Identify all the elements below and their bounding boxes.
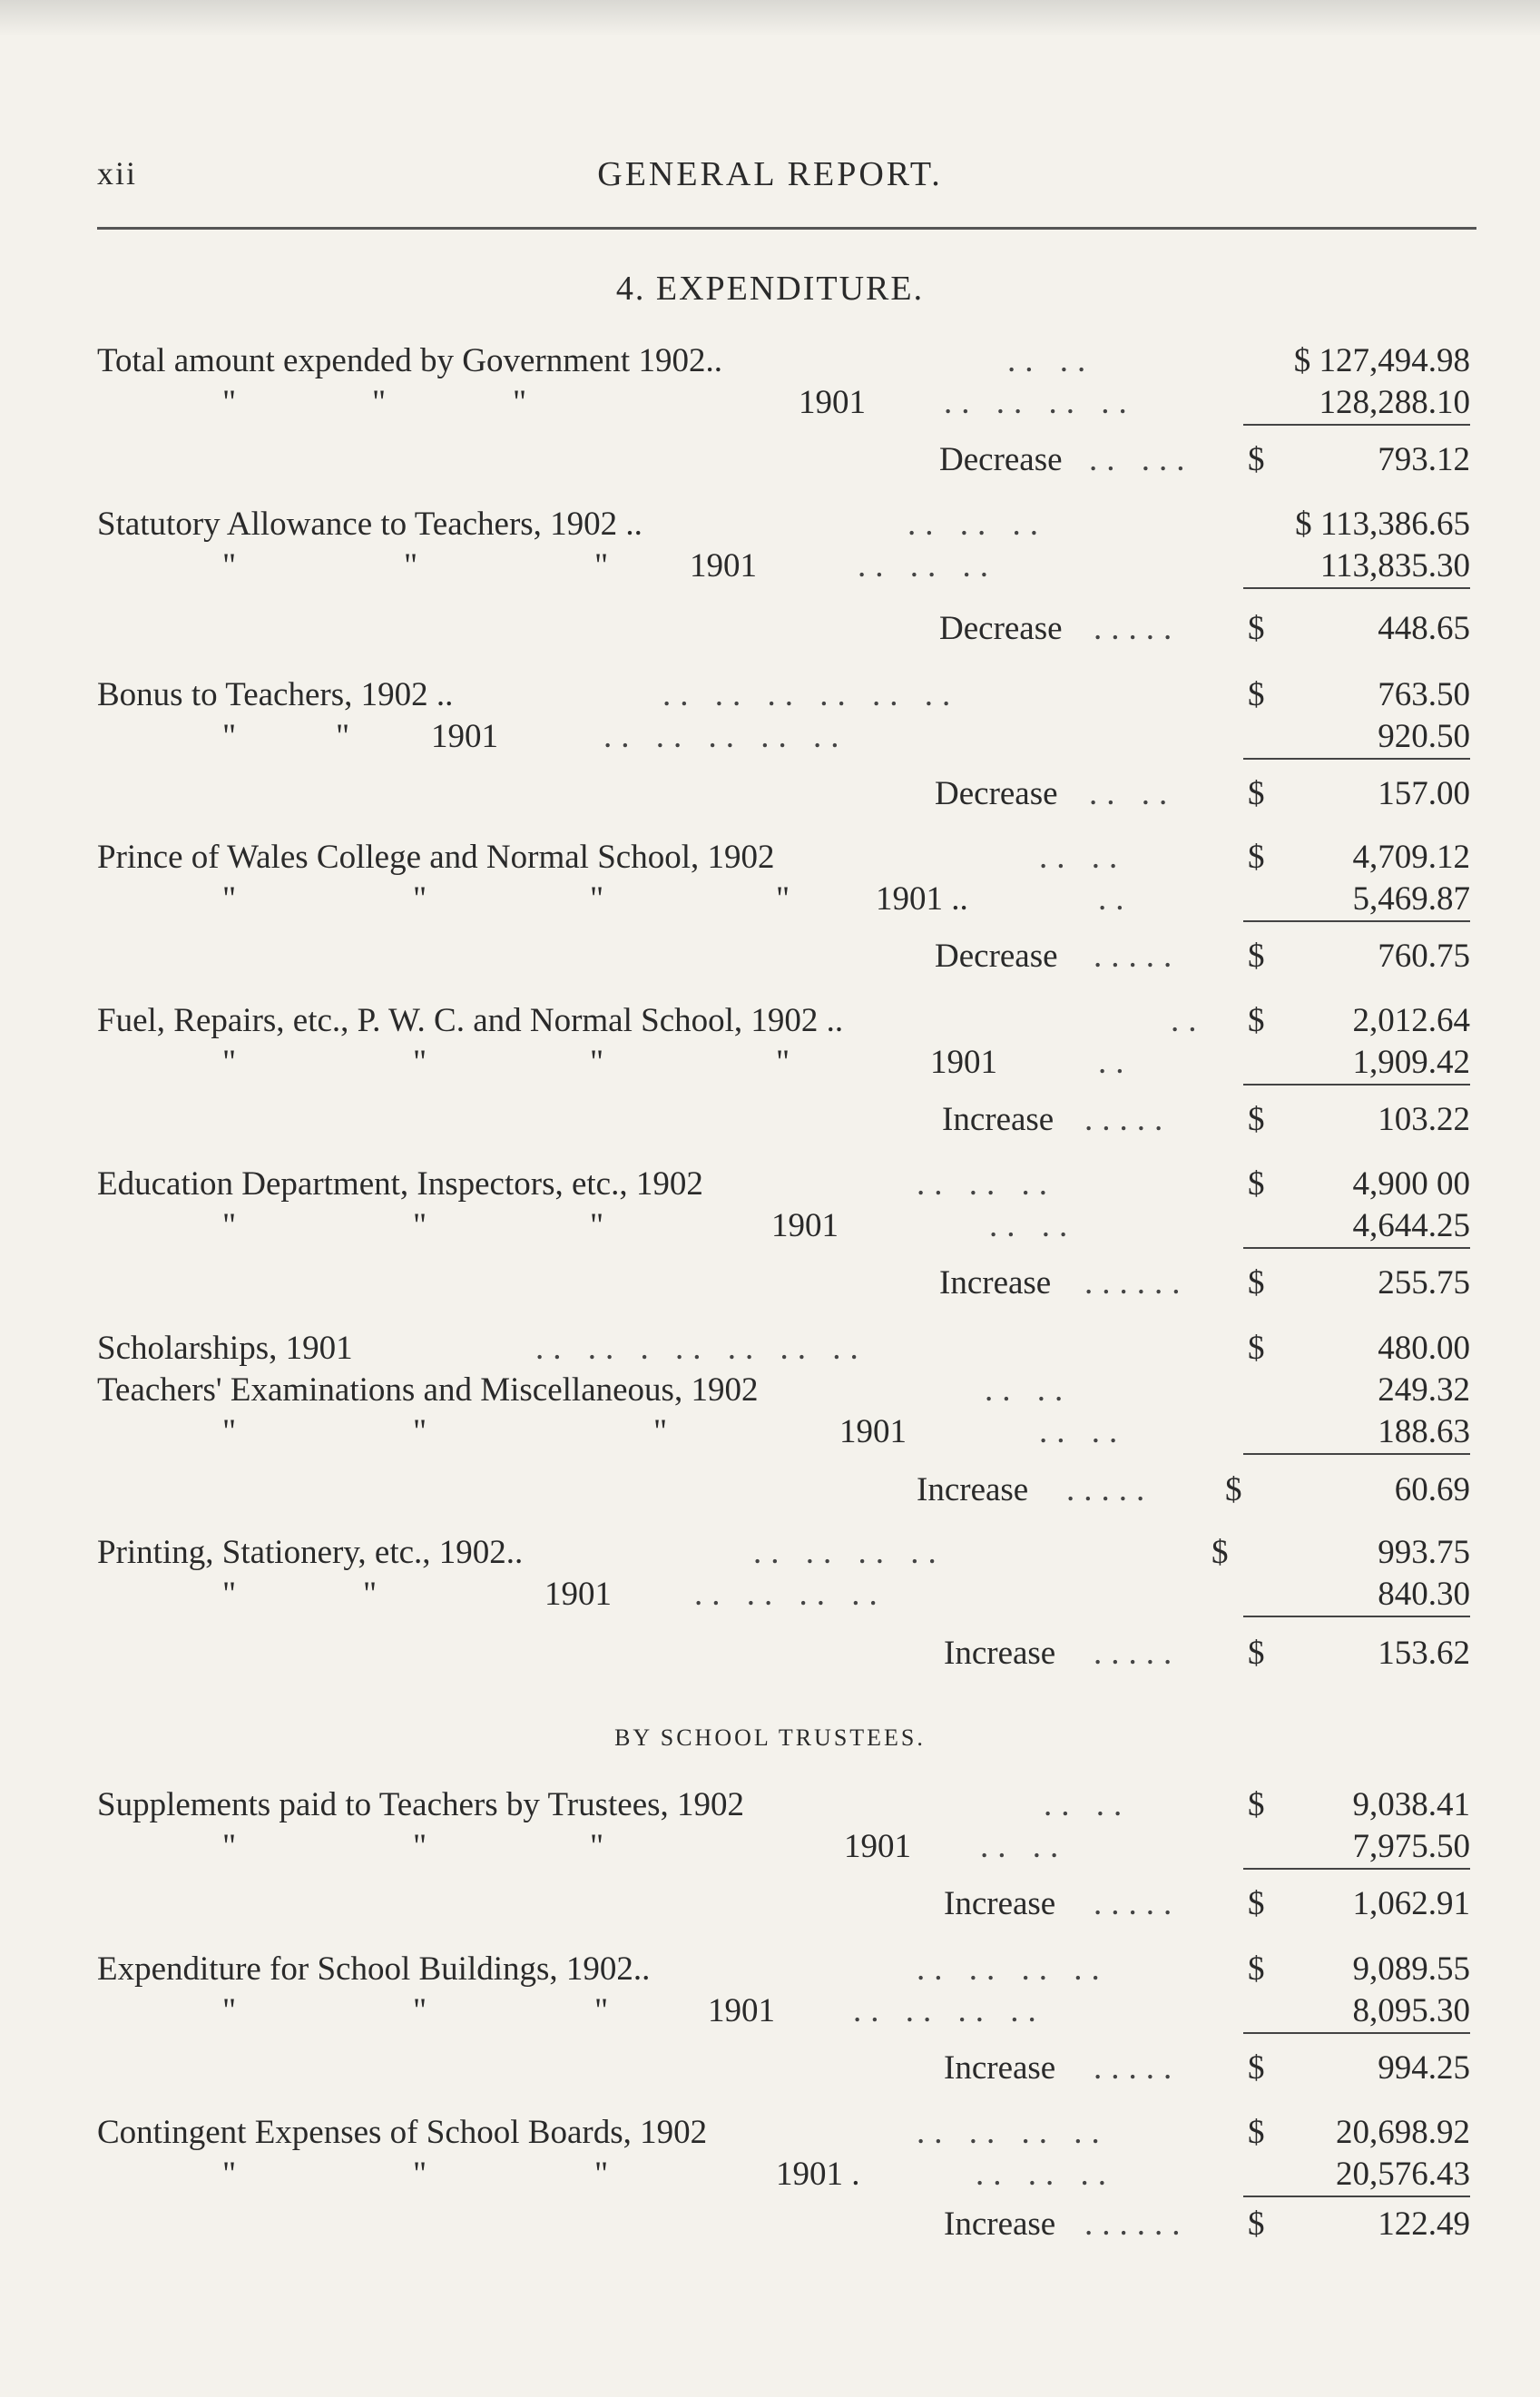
difference-label: Increase <box>944 2049 1056 2087</box>
amount-1902: 993.75 <box>1378 1534 1470 1571</box>
leader-dots: ..... <box>1094 1635 1182 1672</box>
leader-dots: .. .. .. .. .. .. <box>662 676 960 713</box>
currency-sign: $ <box>1248 1165 1265 1203</box>
year-1901: 1901 <box>930 1044 997 1081</box>
contingent-expenses-1901-row <box>0 2154 1540 2196</box>
ditto-mark: " <box>222 2156 237 2193</box>
ditto-mark: " <box>590 1207 604 1244</box>
difference-label: Increase <box>939 1264 1052 1302</box>
ditto-mark: " <box>222 1044 237 1081</box>
ditto-mark: " <box>594 2156 609 2193</box>
currency-sign: $ <box>1248 938 1265 975</box>
leader-dots: .. ... <box>1089 441 1194 478</box>
amount-1901: 113,835.30 <box>1243 545 1470 589</box>
difference-amount: 760.75 <box>1378 938 1470 975</box>
difference-amount: 1,062.91 <box>1352 1885 1470 1922</box>
row-label: Teachers' Examinations and Miscellaneous, 1902 <box>97 1371 759 1409</box>
currency-sign: $ <box>1225 1471 1242 1508</box>
page-header <box>0 154 1540 209</box>
amount-1901: 1,909.42 <box>1243 1042 1470 1086</box>
currency-sign: $ <box>1248 441 1265 478</box>
statutory-allowance-1902-row <box>0 504 1540 545</box>
row-label: Education Department, Inspectors, etc., 1902 <box>97 1165 703 1203</box>
difference-label: Increase <box>917 1471 1029 1508</box>
ditto-mark: " <box>590 1044 604 1081</box>
year-1901: 1901 <box>844 1828 911 1865</box>
ditto-mark: " <box>413 1207 427 1244</box>
amount-1901: 7,975.50 <box>1243 1826 1470 1870</box>
row-label: Prince of Wales College and Normal School, 1902 <box>97 839 775 876</box>
difference-label: Decrease <box>935 775 1058 812</box>
year-1901: 1901 <box>690 547 757 585</box>
amount-1901: 5,469.87 <box>1243 879 1470 922</box>
school-buildings-1902-row <box>0 1949 1540 1990</box>
currency-sign: $ <box>1248 1950 1265 1988</box>
difference-label: Decrease <box>939 441 1063 478</box>
year-1901: 1901 <box>839 1413 907 1450</box>
amount-1901: 128,288.10 <box>1243 382 1470 426</box>
leader-dots: .. .. .. .. <box>853 1992 1045 2029</box>
ditto-mark: " <box>776 880 790 918</box>
amount-1901: 188.63 <box>1243 1411 1470 1455</box>
amount-1901: 4,644.25 <box>1243 1205 1470 1249</box>
amount-1902: 4,900 00 <box>1352 1165 1470 1203</box>
statutory-allowance-decrease-row <box>0 608 1540 650</box>
ditto-mark: " <box>413 880 427 918</box>
supplements-increase-row <box>0 1883 1540 1925</box>
currency-sign: $ <box>1248 1002 1265 1039</box>
fuel-repairs-increase-row <box>0 1099 1540 1141</box>
leader-dots: .. <box>1098 880 1133 918</box>
leader-dots: ..... <box>1084 1101 1172 1138</box>
contingent-expenses-increase-row <box>0 2204 1540 2245</box>
teachers-exams-1901-row <box>0 1411 1540 1453</box>
difference-amount: 60.69 <box>1394 1471 1470 1508</box>
leader-dots: .. .. .. .. <box>753 1534 946 1571</box>
amount-1902: $ 127,494.98 <box>1293 342 1470 379</box>
difference-label: Decrease <box>939 610 1063 647</box>
difference-label: Increase <box>942 1101 1054 1138</box>
row-label: Supplements paid to Teachers by Trustees, 1902 <box>97 1786 745 1823</box>
difference-amount: 448.65 <box>1378 610 1470 647</box>
currency-sign: $ <box>1248 676 1265 713</box>
ditto-mark: " <box>222 1576 237 1613</box>
difference-amount: 793.12 <box>1378 441 1470 478</box>
ditto-mark: " <box>372 384 387 421</box>
currency-sign: $ <box>1248 2114 1265 2151</box>
ditto-mark: " <box>222 1207 237 1244</box>
leader-dots: ...... <box>1084 2205 1190 2243</box>
amount-1901: 8,095.30 <box>1243 1990 1470 2034</box>
difference-label: Increase <box>944 2205 1056 2243</box>
row-label: Total amount expended by Government 1902.. <box>97 342 722 379</box>
leader-dots: .. .. .. <box>976 2156 1115 2193</box>
ditto-mark: " <box>336 718 350 755</box>
education-dept-1902-row <box>0 1164 1540 1205</box>
ditto-mark: " <box>413 1992 427 2029</box>
year-1901: 1901 <box>708 1992 775 2029</box>
difference-amount: 994.25 <box>1378 2049 1470 2087</box>
ditto-mark: " <box>404 547 418 585</box>
prince-of-wales-1901-row <box>0 879 1540 920</box>
ditto-mark: " <box>594 1992 609 2029</box>
leader-dots: .. <box>1171 1002 1206 1039</box>
ditto-mark: " <box>413 1044 427 1081</box>
year-1901: 1901 <box>544 1576 612 1613</box>
row-label: Fuel, Repairs, etc., P. W. C. and Normal School, 1902 .. <box>97 1002 844 1039</box>
leader-dots: ..... <box>1094 2049 1182 2087</box>
ditto-mark: " <box>222 1413 237 1450</box>
difference-amount: 255.75 <box>1378 1264 1470 1302</box>
supplements-1902-row <box>0 1784 1540 1826</box>
ditto-mark: " <box>222 1828 237 1865</box>
bonus-teachers-1901-row <box>0 716 1540 758</box>
amount-1902: 9,089.55 <box>1352 1950 1470 1988</box>
year-1901: 1901 <box>771 1207 839 1244</box>
currency-sign: $ <box>1248 1635 1265 1672</box>
leader-dots: .. .. . .. .. .. .. <box>535 1330 868 1367</box>
currency-sign: $ <box>1248 1330 1265 1367</box>
amount-1902: 2,012.64 <box>1352 1002 1470 1039</box>
ditto-mark: " <box>363 1576 378 1613</box>
running-title: GENERAL REPORT. <box>597 155 943 193</box>
ditto-mark: " <box>222 547 237 585</box>
leader-dots: .. .. .. .. .. <box>603 718 848 755</box>
row-label: Printing, Stationery, etc., 1902.. <box>97 1534 524 1571</box>
government-total-1902-row <box>0 340 1540 382</box>
leader-dots: .. .. .. <box>858 547 997 585</box>
difference-label: Decrease <box>935 938 1058 975</box>
amount-1901: 840.30 <box>1243 1574 1470 1617</box>
bonus-teachers-1902-row <box>0 674 1540 716</box>
school-buildings-increase-row <box>0 2048 1540 2089</box>
currency-sign: $ <box>1248 1101 1265 1138</box>
printing-1902-row <box>0 1532 1540 1574</box>
difference-label: Increase <box>944 1635 1056 1672</box>
page-number: xii <box>97 155 138 192</box>
leader-dots: ..... <box>1066 1471 1154 1508</box>
leader-dots: .. .. <box>1044 1786 1132 1823</box>
currency-sign: $ <box>1248 2049 1265 2087</box>
supplements-1901-row <box>0 1826 1540 1868</box>
fuel-repairs-1902-row <box>0 1000 1540 1042</box>
scholarships-row <box>0 1328 1540 1370</box>
leader-dots: .. .. .. <box>907 506 1047 543</box>
education-dept-1901-row <box>0 1205 1540 1247</box>
year-1901: 1901 <box>431 718 498 755</box>
currency-sign: $ <box>1248 775 1265 812</box>
currency-sign: $ <box>1248 839 1265 876</box>
leader-dots: .. .. <box>1039 839 1127 876</box>
school-buildings-1901-row <box>0 1990 1540 2032</box>
row-label: Expenditure for School Buildings, 1902.. <box>97 1950 651 1988</box>
scholarships-amount: 480.00 <box>1378 1330 1470 1367</box>
leader-dots: ..... <box>1094 1885 1182 1922</box>
difference-label: Increase <box>944 1885 1056 1922</box>
teachers-exams-increase-row <box>0 1469 1540 1511</box>
ditto-mark: " <box>590 880 604 918</box>
amount-1902: 763.50 <box>1378 676 1470 713</box>
contingent-expenses-1902-row <box>0 2112 1540 2154</box>
difference-amount: 153.62 <box>1378 1635 1470 1672</box>
education-dept-increase-row <box>0 1262 1540 1304</box>
leader-dots: .. .. .. .. <box>917 1950 1109 1988</box>
ditto-mark: " <box>222 880 237 918</box>
amount-1902: 249.32 <box>1378 1371 1470 1409</box>
leader-dots: .. .. .. .. <box>944 384 1136 421</box>
ditto-mark: " <box>590 1828 604 1865</box>
printing-increase-row <box>0 1633 1540 1675</box>
ditto-mark: " <box>222 384 237 421</box>
leader-dots: .. .. <box>980 1828 1068 1865</box>
ditto-mark: " <box>653 1413 668 1450</box>
leader-dots: ...... <box>1084 1264 1190 1302</box>
year-1901: 1901 <box>799 384 866 421</box>
ditto-mark: " <box>413 1828 427 1865</box>
printing-1901-row <box>0 1574 1540 1616</box>
amount-1902: 9,038.41 <box>1352 1786 1470 1823</box>
leader-dots: .. .. <box>989 1207 1077 1244</box>
section-title: 4. EXPENDITURE. <box>615 270 925 308</box>
amount-1901: 20,576.43 <box>1243 2154 1470 2197</box>
ditto-mark: " <box>413 1413 427 1450</box>
currency-sign: $ <box>1248 1885 1265 1922</box>
ditto-mark: " <box>222 718 237 755</box>
page-edge-shading <box>0 0 1540 36</box>
amount-1902: 20,698.92 <box>1336 2114 1470 2151</box>
header-rule <box>97 227 1476 230</box>
year-1901: 1901 . <box>776 2156 860 2193</box>
leader-dots: .. .. <box>1089 775 1177 812</box>
ditto-mark: " <box>513 384 527 421</box>
ditto-mark: " <box>413 2156 427 2193</box>
leader-dots: .. .. .. .. <box>917 2114 1109 2151</box>
leader-dots: ..... <box>1094 938 1182 975</box>
amount-1902: 4,709.12 <box>1352 839 1470 876</box>
currency-sign: $ <box>1248 610 1265 647</box>
row-label: Contingent Expenses of School Boards, 1902 <box>97 2114 708 2151</box>
statutory-allowance-1901-row <box>0 545 1540 587</box>
leader-dots: .. .. .. .. <box>694 1576 887 1613</box>
currency-sign: $ <box>1248 2205 1265 2243</box>
difference-amount: 157.00 <box>1378 775 1470 812</box>
leader-dots: .. .. <box>1039 1413 1127 1450</box>
leader-dots: .. .. .. <box>917 1165 1056 1203</box>
teachers-exams-1902-row <box>0 1370 1540 1411</box>
currency-sign: $ <box>1248 1786 1265 1823</box>
row-label: Scholarships, 1901 <box>97 1330 353 1367</box>
ditto-mark: " <box>222 1992 237 2029</box>
government-total-decrease-row <box>0 439 1540 481</box>
leader-dots: .. .. <box>985 1371 1073 1409</box>
ditto-mark: " <box>776 1044 790 1081</box>
amount-1902: $ 113,386.65 <box>1295 506 1470 543</box>
currency-sign: $ <box>1248 1264 1265 1302</box>
row-label: Statutory Allowance to Teachers, 1902 .. <box>97 506 642 543</box>
subsection-title: BY SCHOOL TRUSTEES. <box>614 1724 926 1751</box>
year-1901: 1901 .. <box>876 880 968 918</box>
government-total-1901-row <box>0 382 1540 424</box>
prince-of-wales-decrease-row <box>0 936 1540 977</box>
leader-dots: ..... <box>1094 610 1182 647</box>
difference-amount: 122.49 <box>1378 2205 1470 2243</box>
leader-dots: .. <box>1098 1044 1133 1081</box>
currency-sign: $ <box>1211 1534 1229 1571</box>
fuel-repairs-1901-row <box>0 1042 1540 1084</box>
row-label: Bonus to Teachers, 1902 .. <box>97 676 454 713</box>
bonus-teachers-decrease-row <box>0 773 1540 815</box>
prince-of-wales-1902-row <box>0 837 1540 879</box>
difference-amount: 103.22 <box>1378 1101 1470 1138</box>
ditto-mark: " <box>594 547 609 585</box>
amount-1901: 920.50 <box>1243 716 1470 760</box>
leader-dots: .. .. <box>1007 342 1095 379</box>
